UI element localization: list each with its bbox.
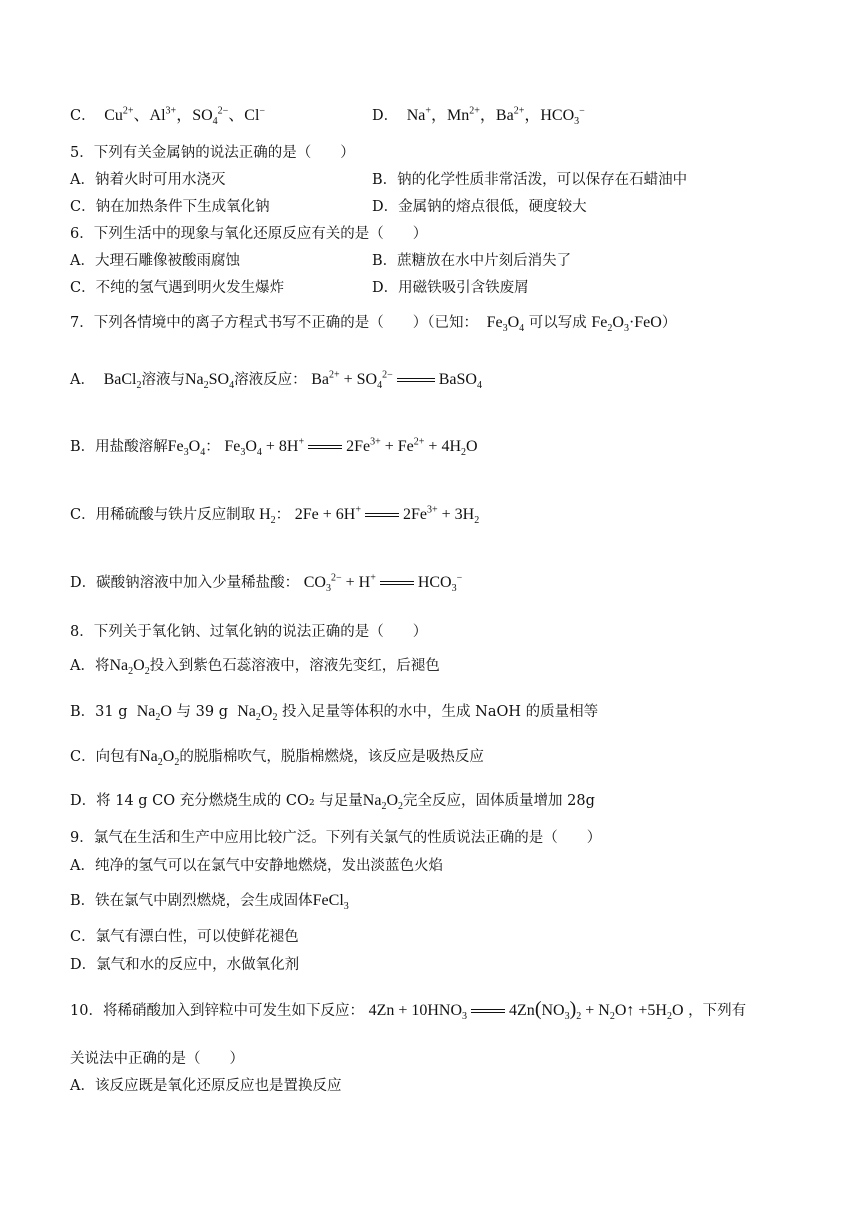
q7-option-c: C．用稀硫酸与铁片反应制取 $H_2$： 2Fe + 6H+ $2Fe^{3+} + 3H_2$ xyxy=(70,504,480,527)
q7-option-d-equation: $CO_3^{2-} + H^+$ $HCO_3^-$ xyxy=(303,572,463,595)
q8-stem: 8．下列关于氧化钠、过氧化钠的说法正确的是（ ） xyxy=(70,624,428,640)
q6-option-a: A．大理石雕像被酸雨腐蚀 xyxy=(70,253,240,269)
q4-option-d: D． Na+，$Mn^{2+}$，$Ba^{2+}$，$HCO_3^-$ xyxy=(372,105,585,128)
q6-option-b: B．蔗糖放在水中片刻后消失了 xyxy=(372,253,572,269)
q7-fe2o3-feo: $Fe_2O_3\cdot FeO$ xyxy=(591,314,662,335)
q7-option-c-equation: 2Fe + 6H+ $2Fe^{3+} + 3H_2$ xyxy=(294,504,480,527)
q5-option-b: B．钠的化学性质非常活泼，可以保存在石蜡油中 xyxy=(372,172,688,188)
q5-option-a: A．钠着火时可用水浇灭 xyxy=(70,172,226,188)
q7-fe3o4: $Fe_3O_4$ xyxy=(482,314,525,335)
q6-stem: 6．下列生活中的现象与氧化还原反应有关的是（ ） xyxy=(70,226,428,242)
q10-equation: $4Zn + 10HNO_3$ $4Zn(NO_3)_2$ + $N_2O↑ +5H_2O$ xyxy=(368,998,684,1023)
q5-option-c: C．钠在加热条件下生成氧化钠 xyxy=(70,199,270,215)
q9-option-b: B．铁在氯气中剧烈燃烧，会生成固体FeCl$_3$ xyxy=(70,892,349,913)
q5-option-d: D．金属钠的熔点很低，硬度较大 xyxy=(372,199,587,215)
q7-stem: 7．下列各情境中的离子方程式书写不正确的是（ ）（已知： $Fe_3O_4$ 可以写成 $Fe_2O_3\cdot FeO$） xyxy=(70,314,677,335)
q7-option-d: D．碳酸钠溶液中加入少量稀盐酸： $CO_3^{2-} + H^+$ $HCO_3^-$ xyxy=(70,572,463,595)
q9-option-d: D．氯气和水的反应中，水做氧化剂 xyxy=(70,957,300,973)
q7-option-b: B．用盐酸溶解$Fe_3O_4$： $Fe_3O_4 + 8H^+$ $2Fe^{3+} + Fe^{2+} + 4H_2O$ xyxy=(70,436,478,459)
q4-option-c-formula: $Cu^{2+}$、$Al^{3+}$，$SO_4^{2-}$、Cl− xyxy=(100,105,266,128)
q9-option-c: C．氯气有漂白性，可以使鲜花褪色 xyxy=(70,929,299,945)
q10-stem: 10．将稀硝酸加入到锌粒中可发生如下反应： $4Zn + 10HNO_3$ $4Zn(NO_3)_2$ + $N_2O↑ +5H_2O$ ，下列有 xyxy=(70,998,747,1023)
q10-stem-line2: 关说法中正确的是（ ） xyxy=(70,1051,244,1067)
q8-option-c: C．向包有$Na_2O_2$的脱脂棉吹气，脱脂棉燃烧，该反应是吸热反应 xyxy=(70,748,484,769)
q8-option-a: A．将$Na_2O_2$投入到紫色石蕊溶液中，溶液先变红，后褪色 xyxy=(70,657,440,678)
q4-option-c: C． $Cu^{2+}$、$Al^{3+}$，$SO_4^{2-}$、Cl− xyxy=(70,105,266,128)
q9-stem: 9．氯气在生活和生产中应用比较广泛。下列有关氯气的性质说法正确的是（ ） xyxy=(70,830,602,846)
q5-stem: 5．下列有关金属钠的说法正确的是（ ） xyxy=(70,145,355,161)
q10-option-a: A．该反应既是氧化还原反应也是置换反应 xyxy=(70,1078,342,1094)
q4-option-d-formula: Na+，$Mn^{2+}$，$Ba^{2+}$，$HCO_3^-$ xyxy=(402,105,585,128)
q7-option-b-equation: $Fe_3O_4 + 8H^+$ $2Fe^{3+} + Fe^{2+} + 4H_2O$ xyxy=(224,436,478,459)
q8-option-d: D．将 14 g CO 充分燃烧生成的 CO₂ 与足量$Na_2O_2$完全反应，固体质量增加 28g xyxy=(70,792,595,813)
q9-option-a: A．纯净的氢气可以在氯气中安静地燃烧，发出淡蓝色火焰 xyxy=(70,858,443,874)
q6-option-d: D．用磁铁吸引含铁废屑 xyxy=(372,280,529,296)
q7-option-a-equation: $Ba^{2+} + SO_4^{2-}$ BaSO$_4$ xyxy=(311,369,482,392)
q8-option-b: B．31 g $Na_2O$ 与 39 g $Na_2O_2$ 投入足量等体积的水中，生成 NaOH 的质量相等 xyxy=(70,703,599,724)
q6-option-c: C．不纯的氢气遇到明火发生爆炸 xyxy=(70,280,285,296)
q7-option-a: A． BaCl$_2$溶液与$Na_2SO_4$溶液反应： $Ba^{2+} + SO_4^{2-}$ BaSO$_4$ xyxy=(70,369,482,392)
